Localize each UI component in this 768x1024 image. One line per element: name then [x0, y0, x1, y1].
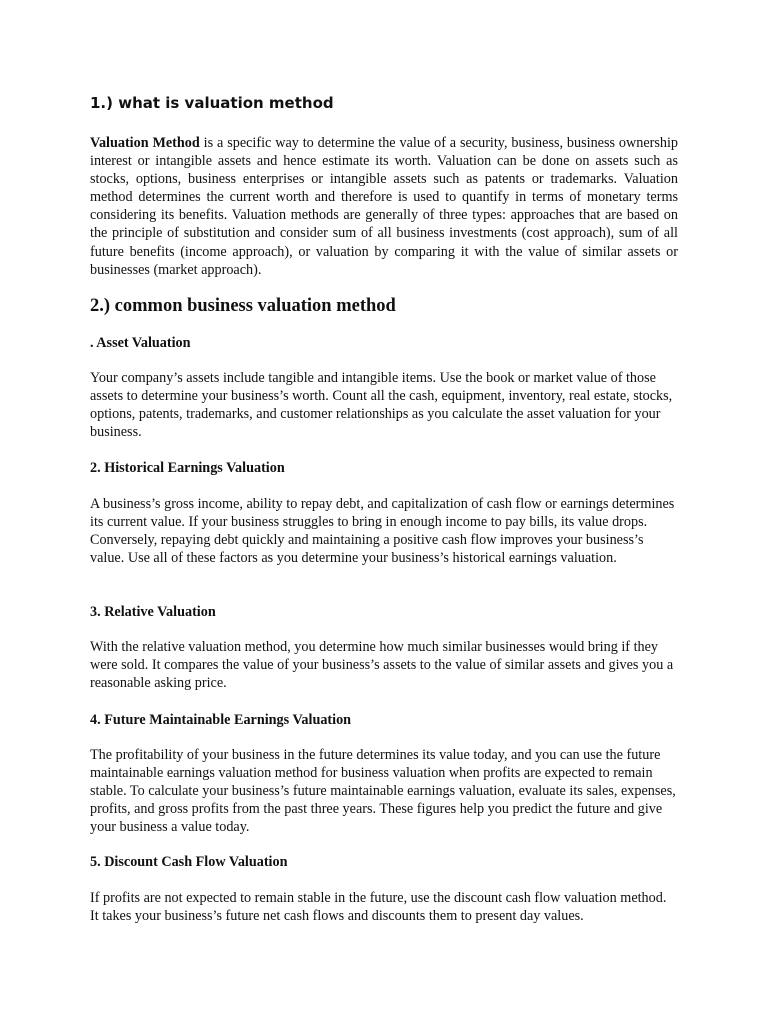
section1-paragraph	[90, 134, 678, 279]
item-discount-cash-flow-body: If profits are not expected to remain stable in the future, use the discount cash flow valuation method. It takes your business’s future net cash flows and discounts them to present day values.	[90, 890, 667, 925]
section2-heading: 2.) common business valuation method	[90, 296, 396, 316]
section1-heading: 1.) what is valuation method	[90, 94, 334, 112]
section1-lead-term: Valuation Method	[90, 135, 200, 151]
item-asset-valuation-body: Your company’s assets include tangible and intangible items. Use the book or market value of those assets to determine your business’s worth. Count all the cash, equipment, inventory, real estate, stocks, options, patents, trademarks, and customer relationships as you calculate the asset valuation for your business.	[90, 370, 673, 441]
section1-body: is a specific way to determine the value of a security, business, business ownership interest or intangible assets and hence estimate its worth. Valuation can be done on assets such as stocks, options, business enterprises or intangible assets such as patents or trademarks. Valuation method determines the current worth and therefore is used to quantify in terms of monetary terms considering its benefits. Valuation methods are generally of three types: approaches that are based on the principle of substitution and consider sum of all business investments (cost approach), sum of all future benefits (income approach), or valuation by comparing it with the value of similar assets or businesses (market approach).	[90, 135, 679, 278]
item-relative-valuation-title: 3. Relative Valuation	[90, 604, 216, 620]
item-asset-valuation-title: . Asset Valuation	[90, 335, 191, 351]
item-relative-valuation-body: With the relative valuation method, you determine how much similar businesses would bring if they were sold. It compares the value of your business’s assets to the value of similar assets and gives you a reasonable asking price.	[90, 639, 674, 692]
item-historical-earnings-title: 2. Historical Earnings Valuation	[90, 460, 285, 476]
item-discount-cash-flow-title: 5. Discount Cash Flow Valuation	[90, 854, 288, 870]
item-historical-earnings-body: A business’s gross income, ability to repay debt, and capitalization of cash flow or earnings determines its current value. If your business struggles to bring in enough income to pay bills, its value drops. Conversely, repaying debt quickly and maintaining a positive cash flow improves your business’s value. Use all of these factors as you determine your business’s historical earnings valuation.	[90, 496, 675, 567]
item-future-maintainable-body: The profitability of your business in the future determines its value today, and you can use the future maintainable earnings valuation method for business valuation when profits are expected to remain stable. To calculate your business’s future maintainable earnings valuation, evaluate its sales, expenses, profits, and gross profits from the past three years. These figures help you predict the future and give your business a value today.	[90, 747, 676, 836]
item-future-maintainable-title: 4. Future Maintainable Earnings Valuation	[90, 712, 352, 728]
